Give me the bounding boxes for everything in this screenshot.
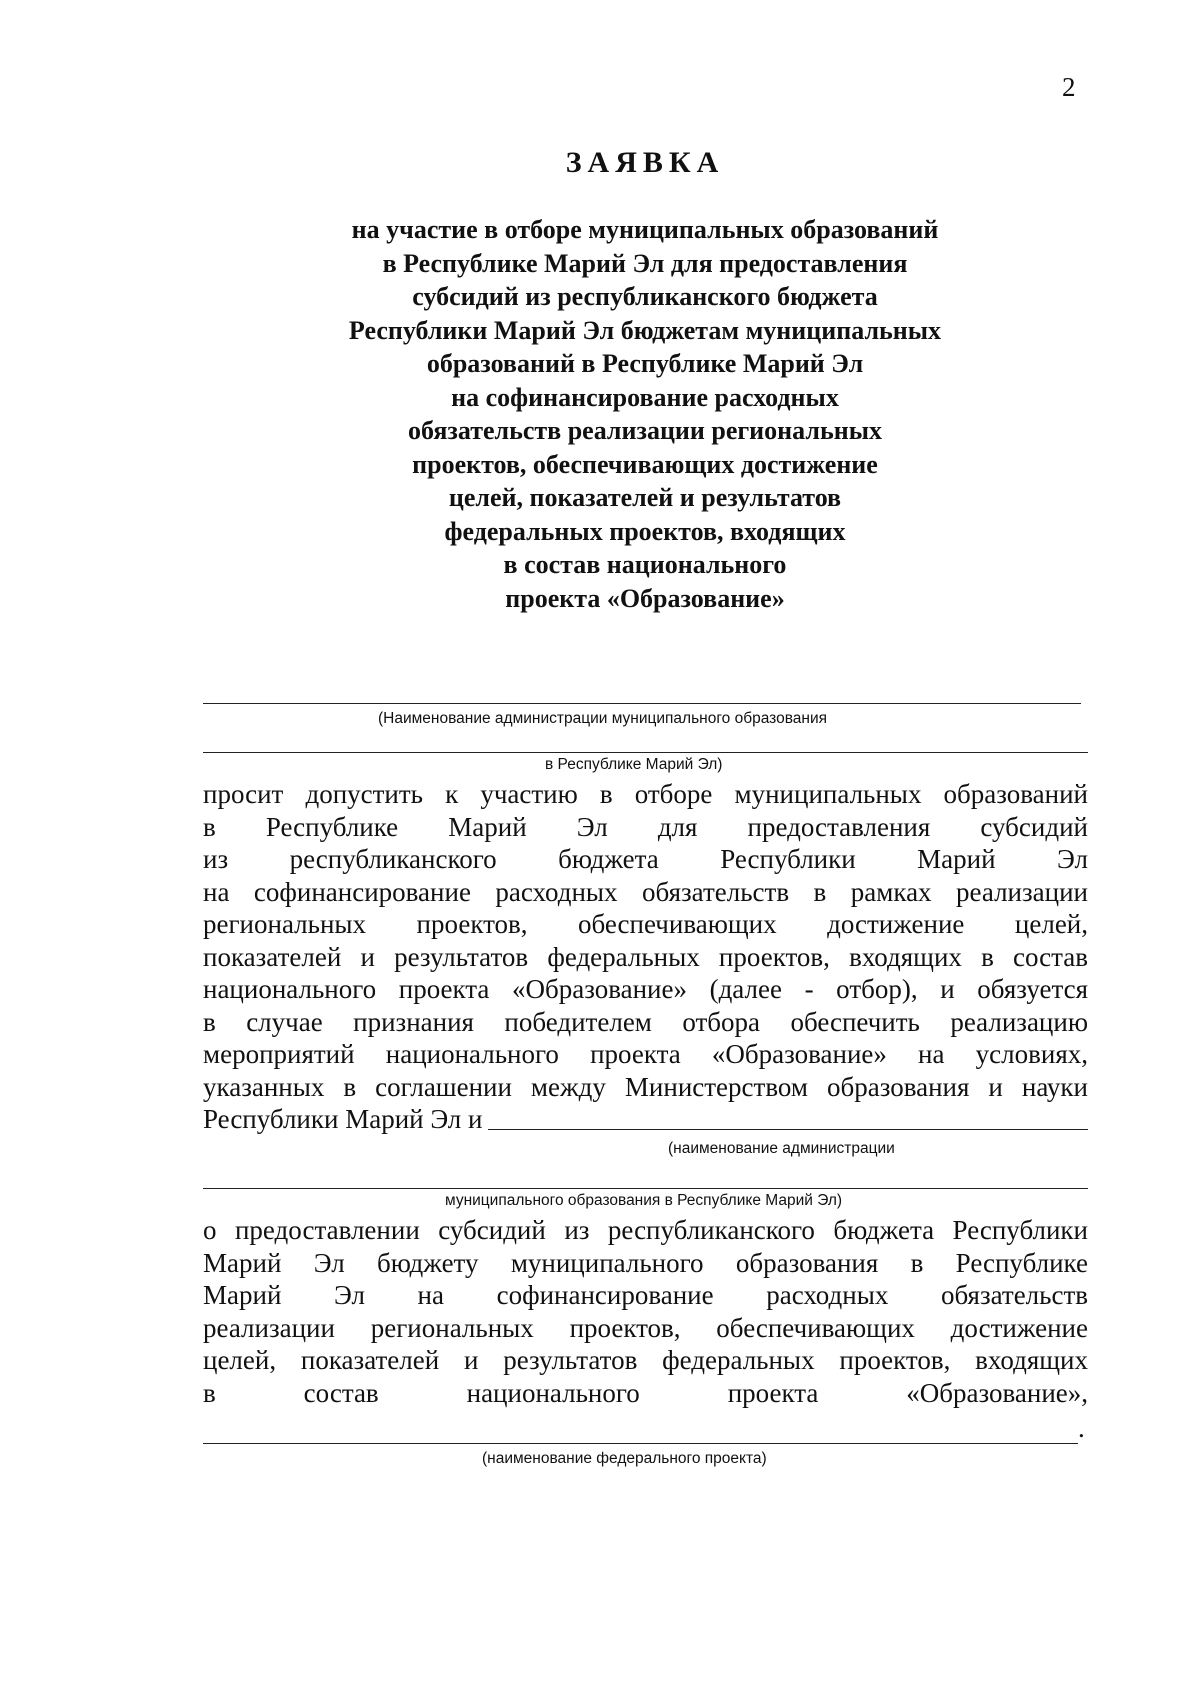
subtitle-line: обязательств реализации региональных <box>408 416 882 445</box>
admin-name-blank-line-4 <box>203 1188 1088 1189</box>
admin-name-blank-line-3 <box>488 1129 1088 1130</box>
admin-name-caption: (Наименование администрации муниципального образования <box>378 710 828 727</box>
subtitle-line: образований в Республике Марий Эл <box>426 349 864 378</box>
paragraph-line: региональных проектов, обеспечивающих достижение целей, <box>203 909 1088 939</box>
paragraph-request <box>203 778 1088 1136</box>
subtitle-line: на софинансирование расходных <box>451 382 839 412</box>
subtitle-line: проектов, обеспечивающих достижение <box>412 449 878 479</box>
subtitle-line: на участие в отборе муниципальных образований <box>351 215 939 244</box>
subtitle-line: в состав национального <box>503 550 787 579</box>
paragraph-line: указанных в соглашении между Министерством образования и науки <box>203 1071 1088 1102</box>
paragraph-line: Марий Эл бюджету муниципального образования в Республике <box>203 1247 1088 1278</box>
paragraph-line: из республиканского бюджета Республики Марий Эл <box>203 844 1088 874</box>
paragraph-line: в случае признания победителем отбора обеспечить реализацию <box>203 1006 1088 1037</box>
sentence-end-period: . <box>1078 1413 1085 1443</box>
admin-name-caption-3: (наименование администрации <box>668 1140 895 1157</box>
federal-project-blank-line <box>203 1443 1078 1444</box>
paragraph-line: национального проекта «Образование» (далее - отбор), и обязуется <box>203 974 1088 1004</box>
document-title: ЗАЯВКА <box>565 146 725 179</box>
paragraph-subsidy <box>203 1214 1088 1409</box>
paragraph-line: Марий Эл на софинансирование расходных обязательств <box>203 1280 1088 1310</box>
admin-name-blank-line <box>203 703 1081 704</box>
subtitle-line: федеральных проектов, входящих <box>444 516 846 546</box>
paragraph-line: в Республике Марий Эл для предоставления субсидий <box>203 811 1088 842</box>
document-subtitle <box>300 213 990 615</box>
subtitle-line: целей, показателей и результатов <box>448 483 842 512</box>
paragraph-line: мероприятий национального проекта «Образование» на условиях, <box>203 1039 1088 1069</box>
admin-name-caption-4: муниципального образования в Республике Марий Эл) <box>445 1192 843 1209</box>
paragraph-line: на софинансирование расходных обязательств в рамках реализации <box>203 876 1088 907</box>
paragraph-line: о предоставлении субсидий из республиканского бюджета Республики <box>203 1215 1088 1245</box>
paragraph-line-with-blank <box>203 1103 1088 1136</box>
subtitle-line: в Республике Марий Эл для предоставления <box>382 248 908 278</box>
admin-name-caption-2: в Республике Марий Эл) <box>545 756 723 773</box>
page-number: 2 <box>1062 72 1076 102</box>
paragraph-line: Республики Марий Эл и <box>203 1104 483 1134</box>
paragraph-line: целей, показателей и результатов федеральных проектов, входящих <box>203 1345 1088 1375</box>
admin-name-blank-line-2 <box>203 752 1088 753</box>
paragraph-line: просит допустить к участию в отборе муниципальных образований <box>203 779 1088 809</box>
subtitle-line: субсидий из республиканского бюджета <box>412 282 878 311</box>
paragraph-line: реализации региональных проектов, обеспечивающих достижение <box>203 1312 1088 1343</box>
federal-project-caption: (наименование федерального проекта) <box>482 1450 767 1467</box>
paragraph-line: показателей и результатов федеральных проектов, входящих в состав <box>203 941 1088 972</box>
subtitle-line: проекта «Образование» <box>505 583 785 613</box>
paragraph-line: в состав национального проекта «Образование», <box>203 1377 1088 1408</box>
subtitle-line: Республики Марий Эл бюджетам муниципальных <box>348 315 942 345</box>
